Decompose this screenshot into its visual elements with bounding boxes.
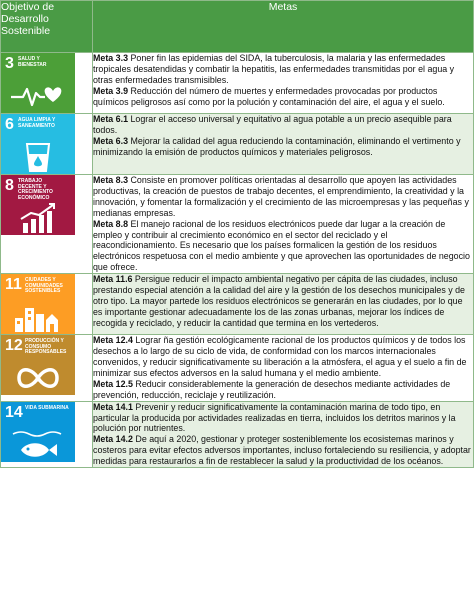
meta-paragraph [93, 175, 473, 219]
meta-paragraph [93, 335, 473, 379]
sdg-number: 8 [5, 177, 14, 194]
meta-paragraph [93, 114, 473, 136]
meta-text: Mejorar la calidad del agua reduciendo la contaminación, eliminando el vertimento y minimizando la emisión de productos químicos y materiales peligrosos. [93, 135, 461, 157]
metas-cell [93, 335, 474, 401]
fish-icon [1, 428, 75, 462]
header-objective: Objetivo de Desarrollo Sostenible [1, 1, 93, 53]
meta-paragraph [93, 53, 473, 86]
meta-paragraph [93, 136, 473, 158]
meta-paragraph [93, 86, 473, 108]
sdg-cell [1, 175, 93, 274]
sdg-number: 11 [5, 276, 22, 294]
meta-id: Meta 14.2 [93, 434, 133, 445]
metas-cell [93, 114, 474, 175]
table-row [1, 114, 474, 175]
meta-id: Meta 8.3 [93, 175, 129, 185]
sdg-number: 3 [5, 55, 14, 72]
city-buildings-icon [1, 300, 75, 334]
sdg-number: 12 [5, 337, 23, 355]
meta-paragraph [93, 434, 473, 467]
table-row [1, 175, 474, 274]
sdg-label: SALUD Y BIENESTAR [18, 56, 47, 68]
meta-id: Meta 3.3 [93, 53, 129, 63]
meta-paragraph [93, 379, 473, 401]
metas-cell [93, 401, 474, 467]
meta-id: Meta 14.1 [93, 401, 133, 412]
header-row [1, 1, 474, 53]
metas-cell [93, 53, 474, 114]
sdg-label: VIDA SUBMARINA [25, 404, 69, 411]
meta-paragraph [93, 402, 473, 435]
sdg-number: 14 [5, 403, 23, 421]
meta-id: Meta 6.3 [93, 135, 129, 146]
sdg-cell [1, 401, 93, 467]
header-metas: Metas [93, 1, 474, 53]
sdg-8-tile [1, 175, 75, 235]
sdg-12-tile [1, 335, 75, 395]
sdg-14-tile [1, 402, 75, 462]
sdg-cell [1, 114, 93, 175]
sdg-label: AGUA LIMPIA Y SANEAMIENTO [18, 117, 56, 129]
growth-chart-icon [1, 201, 75, 235]
meta-text: Reducir considerablemente la generación de desechos mediante actividades de prevención, reducción, reciclaje y reutilización. [93, 378, 451, 400]
sdg-6-tile [1, 114, 75, 174]
meta-paragraph [93, 219, 473, 274]
meta-id: Meta 11.6 [93, 274, 133, 285]
sdg-3-tile [1, 53, 75, 113]
meta-text: Poner fin las epidemias del SIDA, la tuberculosis, la malaria y las enfermedades tropicales desatendidas y combatir la hepatitis, las enfermedades transmitidas por el agua y otras enfermedades transmisibles. [93, 53, 455, 85]
meta-id: Meta 3.9 [93, 85, 129, 96]
meta-text: El manejo racional de los residuos electrónicos puede dar lugar a la creación de empleo y contribuir al crecimiento económico en el sector del reciclado y el reacondicionamiento. Es necesario que los países formalicen la gestión de los residuos electrónicos respetuosa con el medio ambiente y que aprovechen las oportunidades de negocio que ofrece. [93, 218, 470, 273]
sdg-label: PRODUCCIÓN Y CONSUMO RESPONSABLES [25, 338, 67, 356]
meta-id: Meta 12.4 [93, 335, 133, 346]
meta-id: Meta 12.5 [93, 378, 133, 389]
water-glass-icon [1, 140, 75, 174]
sdg-label: CIUDADES Y COMUNIDADES SOSTENIBLES [25, 277, 63, 295]
meta-text: Prevenir y reducir significativamente la contaminación marina de todo tipo, en particular la producida por actividades realizadas en tierra, incluidos los detritos marinos y la polución por nutrientes. [93, 401, 456, 434]
sdg-cell [1, 274, 93, 335]
meta-text: Consiste en promover políticas orientadas al desarrollo que apoyen las actividades productivas, la creación de puestos de trabajo decentes, el emprendimiento, la creatividad y la innovación, y fomentar la formalización y el crecimiento de las microempresas y las pequeñas y medianas empresas. [93, 175, 469, 218]
heartbeat-icon [1, 79, 75, 113]
meta-text: Lograr el acceso universal y equitativo al agua potable a un precio asequible para todos. [93, 114, 452, 135]
table-row [1, 335, 474, 401]
sdg-label: TRABAJO DECENTE Y CRECIMIENTO ECONÓMICO [18, 178, 53, 201]
meta-text: De aquí a 2020, gestionar y proteger sosteniblemente los ecosistemas marinos y costeros para evitar efectos adversos importantes, incluso fortaleciendo su resiliencia, y adoptar medidas para restaurarlos a fin de restablecer la salud y la productividad de los océanos. [93, 434, 471, 467]
meta-paragraph [93, 274, 473, 329]
sdg-number: 6 [5, 116, 14, 133]
metas-cell [93, 274, 474, 335]
meta-id: Meta 6.1 [93, 114, 129, 124]
meta-id: Meta 8.8 [93, 218, 129, 229]
table-row [1, 274, 474, 335]
table-row [1, 53, 474, 114]
sdg-11-tile [1, 274, 75, 334]
infinity-loop-icon [1, 361, 75, 395]
metas-cell [93, 175, 474, 274]
meta-text: Persigue reducir el impacto ambiental negativo per cápita de las ciudades, incluso prestando especial atención a la calidad del aire y la gestión de los desechos municipales y de otro tipo. La mayor partede los residuos electrónicos se generarán en las ciudades, por lo que es importante gestionar adecuadamente los de las zonas urbanas, mejorar los índices de recogida y reciclado, y reducir la cantidad que termina en los vertederos. [93, 274, 465, 328]
meta-text: Reducción del número de muertes y enfermedades provocadas por productos químicos peligrosos así como por la polución y contaminación del aire, el agua y el suelo. [93, 85, 445, 107]
table-row [1, 401, 474, 467]
meta-text: Lograr ña gestión ecológicamente racional de los productos químicos y de todos los desechos a lo largo de su ciclo de vida, de conformidad con los marcos internacionales convenidos, y reducir significativamente su liberación a la atmósfera, el agua y el suelo a fin de minimizar sus efectos adversos en la salud humana y el medio ambiente. [93, 335, 467, 378]
sdg-cell [1, 335, 93, 401]
sdg-cell [1, 53, 93, 114]
